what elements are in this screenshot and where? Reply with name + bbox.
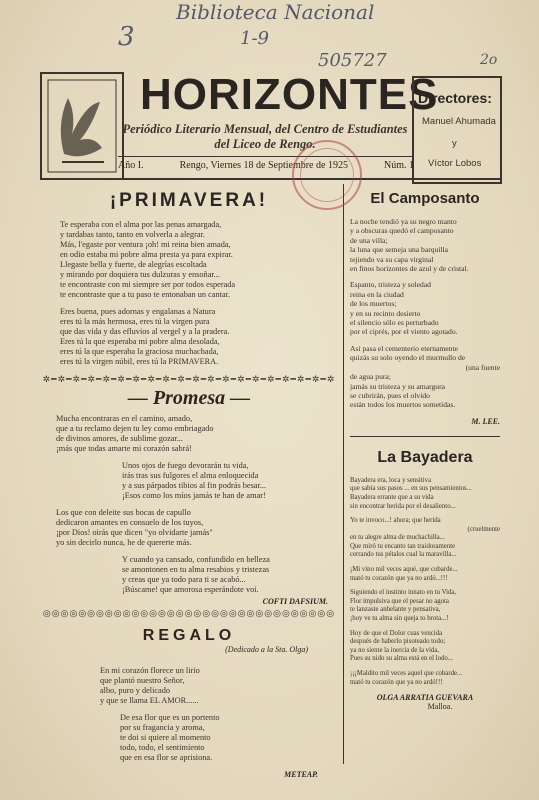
regalo-stanza-1: [100, 666, 338, 706]
issue-line: [118, 160, 414, 171]
regalo-dedication: (Dedicado a la Sta. Olga): [225, 645, 308, 654]
poem-line: mató tu corazón que ya no ardó!!!: [350, 678, 443, 686]
poem-line: Eres buena, pues adornas y engalanas a Natura: [60, 307, 216, 316]
camposanto-stanza-1: [350, 217, 500, 273]
issue-place-date: Rengo, Viernes 18 de Septiembre de 1925: [179, 160, 348, 171]
regalo-poem: [40, 666, 338, 763]
poem-line: la luna que semeja una barquilla: [350, 245, 449, 255]
poem-line: en tu alegre alma de muchachilla...: [350, 534, 445, 542]
poem-line: Y cuando ya cansado, confundido en belleza: [122, 555, 270, 564]
poem-line: dedicaron amantes en consuelo de los tuyos,: [56, 518, 204, 527]
masthead-subtitle: Periódico Literario Mensual, del Centro de Estudiantes del Liceo de Rengo.: [122, 122, 408, 151]
promesa-stanza-4: [56, 555, 338, 595]
promesa-poem: [40, 414, 338, 595]
poem-line: de los muertos;: [350, 299, 397, 309]
left-column: [40, 186, 338, 779]
poem-line: que sabía sus pasos ... en sus pensamientos...: [350, 485, 472, 493]
camposanto-poem: [350, 217, 500, 410]
regalo-signature: METEAP.: [284, 770, 318, 779]
regalo-title: REGALO: [142, 627, 236, 644]
camposanto-stanza-2: [350, 280, 500, 336]
poem-line: Siguiendo el instinto innato en tu Vida,: [350, 589, 457, 597]
poem-line: Espanto, tristeza y soledad: [350, 280, 431, 290]
poem-line: (cruelmente: [467, 525, 500, 533]
poem-line: se amontonen en tu alma resabios y tristezas: [122, 565, 270, 574]
poem-line: después de haberlo pisoteado todo;: [350, 638, 446, 646]
handwritten-code-left: 3: [118, 22, 135, 52]
promesa-title: — Promesa —: [127, 387, 251, 409]
poem-line: te lanzaste anhelante y pensativa,: [350, 606, 441, 614]
poem-line: eres tú la que esperaba la graciosa muchachada,: [60, 347, 219, 356]
poem-line: Llegaste bella y fuerte, de alegrías escoltada: [60, 260, 207, 269]
bayadera-place: Malloa.: [427, 702, 453, 712]
poem-line: que das vida y das efluvios al vergel y a la pradera.: [60, 327, 230, 336]
poem-line: de divinos amores, de sublime gozar...: [56, 434, 183, 443]
poem-line: en odio estaba mi pobre alma presta ya para expirar.: [60, 250, 233, 259]
poem-line: y mirando por doquiera tus dulzuras y ensoñar...: [60, 270, 220, 279]
poem-line: y tardabas tanto, tanto en volverla a alegrar.: [60, 230, 205, 239]
poem-line: están todos los muertos sometidas.: [350, 400, 456, 410]
poem-line: en finos horizontes de azul y de cristal.: [350, 264, 469, 274]
poem-line: ¡Mi vino mil veces aqué, que cobarde...: [350, 566, 458, 574]
bayadera-signature: OLGA ARRATIA GUEVARA: [376, 693, 474, 703]
poem-line: ¡por Dios! oirás que dicen "yo olvidarte jamás": [56, 528, 213, 537]
poem-line: (una fuente: [465, 362, 500, 372]
poem-line: En mi corazón florece un lirio: [100, 666, 200, 675]
bayadera-poem: [350, 477, 500, 687]
poem-line: eres tú la virgen núbil, eres tú la PRIMAVERA.: [60, 357, 219, 366]
primavera-stanza-2: [60, 307, 338, 367]
poem-line: todo, todo, el sentimiento: [120, 743, 205, 752]
poem-line: ¡Búscame! que amorosa esperándote voi.: [122, 585, 259, 594]
poem-line: irás tras sus fulgores el alma enloquecida: [122, 471, 259, 480]
poem-line: cerrando tus pétalos cual la maravilla...: [350, 551, 457, 559]
poem-line: que plantó nuestro Señor,: [100, 676, 185, 685]
promesa-title-text: Promesa: [152, 387, 226, 409]
poem-line: Yo te invoco...! ahora; que herida: [350, 517, 441, 525]
promesa-stanza-1: [56, 414, 338, 454]
poem-line: ¡más que todas amarte mi corazón sabrá!: [56, 444, 192, 453]
poem-line: ya no siente la inercia de la vida,: [350, 646, 440, 654]
promesa-stanza-2: [56, 461, 338, 501]
poem-line: yo sin decirlo nunca, he de quererte más.: [56, 538, 192, 547]
poem-line: ¡Esos como los míos jamás te han de amar!: [122, 491, 266, 500]
poem-line: Mucha encontraras en el camino, amado,: [56, 414, 193, 423]
issue-number: Núm. 1: [383, 160, 414, 171]
primavera-title: ¡PRIMAVERA!: [109, 190, 269, 211]
right-column: [350, 186, 500, 711]
poem-line: tejiendo va su capa virginal: [350, 254, 434, 264]
poem-line: y que se llama EL AMOR......: [100, 696, 199, 705]
poem-line: que en esa flor se aprisiona.: [120, 753, 213, 762]
bayadera-stanza-6: [350, 670, 500, 687]
poem-line: te encontraste con mi siempre ser por todos esperada: [60, 280, 236, 289]
poem-line: albo, puro y delicado: [100, 686, 171, 695]
directors-and: y: [452, 138, 457, 149]
poem-line: por el ciprés, por el viento agotado.: [350, 327, 458, 337]
poem-line: Te esperaba con el alma por las penas amargada,: [60, 220, 222, 229]
poem-line: La noche tendió ya su negro manto: [350, 217, 457, 226]
primavera-poem: [40, 220, 338, 367]
bayadera-stanza-2: [350, 517, 500, 560]
poem-line: Hoy de que el Dolor cuas vencida: [350, 629, 443, 637]
poem-line: Flor impulsiva que el pesar no agota: [350, 597, 449, 605]
column-divider: [343, 184, 344, 764]
camposanto-signature: M. LEE.: [471, 416, 500, 426]
poem-line: Más, l'egaste por ventura ¡oh! mi reina bien amada,: [60, 240, 231, 249]
camposanto-stanza-3: [350, 344, 500, 410]
bayadera-stanza-4: [350, 589, 500, 623]
bayadera-stanza-1: [350, 477, 500, 511]
poem-line: Bayadera era, loca y sensitiva: [350, 476, 431, 484]
camposanto-title: El Camposanto: [370, 190, 480, 207]
poem-line: Pues su nido su alma está en el lodo...: [350, 655, 453, 663]
bayadera-title: La Bayadera: [377, 448, 473, 466]
poem-line: eres tú la más hermosa, eres tú la virgen pura: [60, 317, 210, 326]
poem-line: Bayadera errante que a su vida: [350, 493, 434, 501]
primavera-stanza-1: [60, 220, 338, 300]
masthead-title: HORIZONTES: [140, 70, 439, 119]
handwritten-library-mark: Biblioteca Nacional: [176, 0, 375, 24]
poem-line: te encontraste que a tu paso te entonaban un cantar.: [60, 290, 231, 299]
poem-line: Unos ojos de fuego devorarán tu vida,: [122, 461, 249, 470]
poem-line: y en su recinto desierto: [350, 308, 421, 318]
poem-line: De esa flor que es un portento: [120, 713, 220, 722]
masthead-illustration: [40, 72, 124, 180]
poem-line: de una villa;: [350, 235, 388, 245]
poem-line: Así pasa el cementerio eternamente: [350, 343, 458, 353]
bayadera-stanza-3: [350, 566, 500, 583]
directors-label: Directores:: [418, 90, 492, 106]
poem-line: el silencio sólo es perturbado: [350, 318, 439, 328]
poem-line: Los que con deleite sus bocas de capullo: [56, 508, 191, 517]
promesa-stanza-3: [56, 508, 338, 548]
bayadera-stanza-5: [350, 630, 500, 664]
masthead-rule-bottom: [40, 178, 500, 180]
poem-line: ¡hoy ve tu alma sin queja to brota...!: [350, 615, 449, 623]
handwritten-code-mid: 1-9: [240, 28, 269, 49]
poem-line: y creas que ya todo para ti se acabó...: [122, 575, 246, 584]
poem-line: Eres tú la que esperaba mi pobre alma desolada,: [60, 337, 220, 346]
poem-line: por su fragancia y aroma,: [120, 723, 205, 732]
poem-line: de agua pura;: [350, 372, 391, 382]
poem-line: reina en la ciudad: [350, 289, 404, 299]
poem-line: que a tu reclamo dejen tu ley como embriagado: [56, 424, 214, 433]
right-column-divider: [350, 436, 500, 437]
poem-line: mató tu corazón que ya no ardó...!!!: [350, 574, 448, 582]
issue-year: Año I.: [118, 160, 144, 171]
poem-line: sin encontrar herida por el desaliento...: [350, 502, 456, 510]
lyre-illustration-icon: [42, 74, 122, 178]
regalo-stanza-2: [100, 713, 338, 763]
poem-line: y a obscuras quedó el camposanto: [350, 226, 454, 236]
poem-line: ¡¡¡Maldito mil veces aquel que cobarde...: [350, 670, 463, 677]
poem-line: te doi si quiere al momento: [120, 733, 211, 742]
poem-line: y a sus párpados tibios al fin podrás besar...: [122, 481, 267, 490]
director-name-2: Víctor Lobos: [428, 158, 482, 169]
ornament-divider: ✲━✲━✲━✲━✲━✲━✲━✲━✲━✲━✲━✲━✲━✲━✲━✲━✲━✲━✲━✲: [42, 374, 336, 384]
promesa-signature: COFTI DAFSIUM.: [262, 597, 328, 606]
poem-line: jamás su tristeza y su amargura: [350, 381, 445, 391]
poem-line: Que miró tu encanto tan traidoramente: [350, 542, 456, 550]
poem-line: quizás su solo oyendo el murmullo de: [350, 353, 466, 363]
director-name-1: Manuel Ahumada: [422, 116, 496, 127]
handwritten-mark: 2o: [480, 52, 498, 68]
ornament-divider: ◎◎◎◎◎◎◎◎◎◎◎◎◎◎◎◎◎◎◎◎◎◎◎◎◎◎◎◎◎◎◎◎◎: [42, 608, 336, 618]
poem-line: se cubrirán, pues el olvido: [350, 390, 430, 400]
masthead-rule-top: [118, 156, 412, 157]
handwritten-number: 505727: [318, 50, 387, 71]
